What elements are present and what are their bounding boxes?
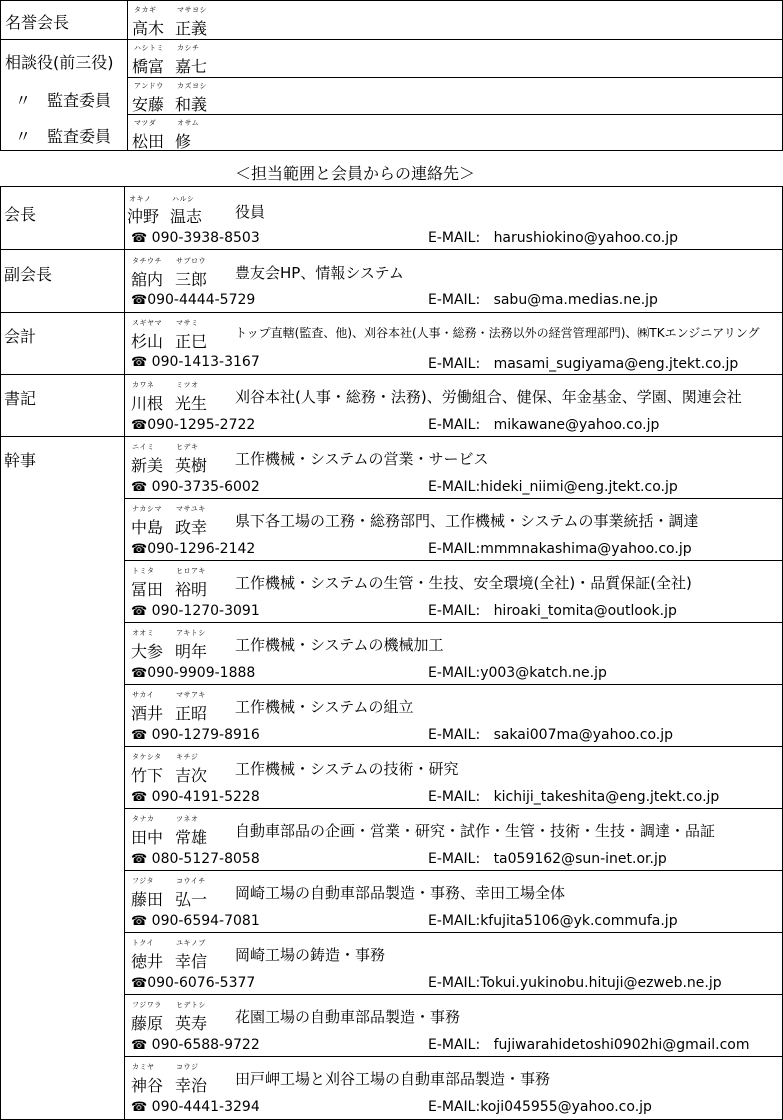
phone-line xyxy=(131,417,255,433)
name-ruby-family: アンドウ xyxy=(134,82,164,90)
phone-line xyxy=(131,292,255,308)
name-ruby-family: サカイ xyxy=(132,691,155,699)
name-given: 温志 xyxy=(170,207,203,226)
phone-icon: ☎ xyxy=(131,1100,148,1115)
name-family: 松田 xyxy=(132,132,165,151)
responsibility-text: 工作機械・システムの機械加工 xyxy=(235,636,444,654)
phone-icon: ☎ xyxy=(131,604,148,619)
phone-icon: ☎ xyxy=(131,976,148,991)
email-address[interactable]: masami_sugiyama@eng.jtekt.co.jp xyxy=(493,356,739,372)
name-given: 三郎 xyxy=(175,270,208,289)
name-given: 英寿 xyxy=(175,1014,208,1033)
name-family: 高木 xyxy=(132,19,165,38)
entry-line xyxy=(124,684,783,685)
role-label: 副会長 xyxy=(4,265,53,284)
email-label: E-MAIL: xyxy=(428,230,481,246)
name-ruby-given: コウジ xyxy=(176,1063,199,1071)
name-ruby-given: マサアキ xyxy=(176,691,206,699)
role-label: 〃 監査委員 xyxy=(15,91,112,110)
name-ruby-family: トミタ xyxy=(132,567,155,575)
responsibility-text: 岡崎工場の自動車部品製造・事務、幸田工場全体 xyxy=(235,884,566,902)
email-line xyxy=(428,789,719,805)
name-family: 藤田 xyxy=(131,890,164,909)
phone-icon: ☎ xyxy=(131,666,148,681)
phone-line xyxy=(131,1037,260,1053)
email-address[interactable]: mikawane@yahoo.co.jp xyxy=(493,417,660,433)
name-given: 幸信 xyxy=(175,952,208,971)
name-ruby-family: タカギ xyxy=(134,6,157,14)
honorary-table xyxy=(0,0,783,151)
phone-icon: ☎ xyxy=(131,542,148,557)
name-ruby-family: マツダ xyxy=(134,119,157,127)
phone-number: 090-6076-5377 xyxy=(147,975,256,991)
entry-line xyxy=(124,498,783,499)
name-given: 和義 xyxy=(175,95,208,114)
email-label: E-MAIL: xyxy=(428,851,481,867)
name-ruby-family: タチウチ xyxy=(132,257,162,265)
name-ruby-family: ニイミ xyxy=(132,443,155,451)
email-label: E-MAIL: xyxy=(428,541,481,557)
section-line xyxy=(0,436,783,437)
email-line xyxy=(428,479,678,495)
responsibility-text: 県下各工場の工務・総務部門、工作機械・システムの事業統括・調達 xyxy=(235,512,699,530)
phone-line xyxy=(131,479,260,495)
name-ruby-given: マサユキ xyxy=(176,505,206,513)
name-ruby-family: トクイ xyxy=(132,939,155,947)
phone-line xyxy=(131,727,260,743)
email-label: E-MAIL: xyxy=(428,913,481,929)
role-label: 相談役(前三役) xyxy=(5,53,114,72)
entry-line xyxy=(124,870,783,871)
name-given: 光生 xyxy=(175,394,208,413)
email-address[interactable]: harushiokino@yahoo.co.jp xyxy=(493,230,679,246)
email-address[interactable]: kichiji_takeshita@eng.jtekt.co.jp xyxy=(493,789,720,805)
email-label: E-MAIL: xyxy=(428,789,481,805)
responsibility-text: 工作機械・システムの営業・サービス xyxy=(235,450,489,468)
name-ruby-family: カワネ xyxy=(132,381,155,389)
name-ruby-family: オキノ xyxy=(129,195,152,203)
name-ruby-given: ミツオ xyxy=(176,381,199,389)
email-label: E-MAIL: xyxy=(428,356,481,372)
email-line xyxy=(428,851,667,867)
email-label: E-MAIL: xyxy=(428,1037,481,1053)
responsibility-text: 工作機械・システムの生管・生技、安全環境(全社)・品質保証(全社) xyxy=(235,574,692,592)
name-given: 英樹 xyxy=(175,456,208,475)
name-family: 田中 xyxy=(131,828,164,847)
name-ruby-family: オオミ xyxy=(132,629,155,637)
name-ruby-family: フジタ xyxy=(132,877,154,885)
entry-line xyxy=(124,808,783,809)
name-given: 裕明 xyxy=(175,580,208,599)
name-ruby-family: スギヤマ xyxy=(132,319,162,327)
name-family: 神谷 xyxy=(131,1076,164,1095)
role-label: 名誉会長 xyxy=(5,13,70,32)
email-label: E-MAIL: xyxy=(428,727,481,743)
phone-line xyxy=(131,603,260,619)
name-family: 川根 xyxy=(131,394,164,413)
email-label: E-MAIL: xyxy=(428,292,481,308)
responsibility-text: 刈谷本社(人事・総務・法務)、労働組合、健保、年金基金、学園、関連会社 xyxy=(235,388,742,406)
email-line xyxy=(428,727,673,743)
name-family: 橋富 xyxy=(132,57,165,76)
name-given: 幸治 xyxy=(175,1076,208,1095)
name-ruby-family: ハシトミ xyxy=(134,44,164,52)
entry-line xyxy=(124,932,783,933)
name-ruby-given: ヒロアキ xyxy=(176,567,206,575)
phone-line xyxy=(131,851,260,867)
entry-line xyxy=(124,746,783,747)
email-label: E-MAIL: xyxy=(428,479,481,495)
name-family: 酒井 xyxy=(131,704,164,723)
row-line xyxy=(127,114,783,115)
email-address[interactable]: mmmnakashima@yahoo.co.jp xyxy=(480,541,692,557)
name-family: 竹下 xyxy=(131,766,164,785)
name-ruby-family: フジワラ xyxy=(132,1001,162,1009)
email-address[interactable]: fujiwarahidetoshi0902hi@gmail.com xyxy=(493,1037,750,1053)
phone-icon: ☎ xyxy=(131,418,148,433)
phone-line xyxy=(131,230,260,246)
entry-line xyxy=(124,622,783,623)
phone-line xyxy=(131,975,255,991)
responsibility-text: 工作機械・システムの技術・研究 xyxy=(235,760,459,778)
name-ruby-given: アキトシ xyxy=(176,629,206,637)
name-ruby-given: サブロウ xyxy=(176,257,206,265)
responsibility-text: 岡崎工場の鋳造・事務 xyxy=(235,946,386,964)
email-line xyxy=(428,665,607,681)
email-line xyxy=(428,1099,652,1115)
responsibility-text: 自動車部品の企画・営業・研究・試作・生管・技術・生技・調達・品証 xyxy=(235,822,716,840)
name-family: 杉山 xyxy=(131,332,164,351)
row-line xyxy=(0,39,783,40)
phone-icon: ☎ xyxy=(131,728,148,743)
name-ruby-given: ユキノブ xyxy=(176,939,206,947)
responsibility-text: 田戸岬工場と刈谷工場の自動車部品製造・事務 xyxy=(235,1070,551,1088)
phone-number: 090-3938-8503 xyxy=(151,230,260,246)
phone-number: 090-1296-2142 xyxy=(147,541,256,557)
email-address[interactable]: koji045955@yahoo.co.jp xyxy=(480,1099,652,1115)
role-label: 〃 監査委員 xyxy=(15,127,112,146)
entry-line xyxy=(124,1056,783,1057)
phone-number: 090-3735-6002 xyxy=(151,479,260,495)
email-line xyxy=(428,541,692,557)
honorary-divider xyxy=(127,0,128,151)
name-ruby-given: ヒデキ xyxy=(176,443,199,451)
name-ruby-given: ツネオ xyxy=(176,815,199,823)
name-given: 嘉七 xyxy=(175,57,208,76)
phone-line xyxy=(131,665,255,681)
name-ruby-given: ハルシ xyxy=(172,195,195,203)
email-address[interactable]: ta059162@sun-inet.or.jp xyxy=(493,851,667,867)
phone-number: 090-1270-3091 xyxy=(151,603,260,619)
name-family: 徳井 xyxy=(131,952,164,971)
phone-line xyxy=(131,541,255,557)
responsibility-text: 工作機械・システムの組立 xyxy=(235,698,414,716)
phone-icon: ☎ xyxy=(131,790,148,805)
name-family: 新美 xyxy=(131,456,164,475)
name-family: 中島 xyxy=(131,518,164,537)
role-label: 会計 xyxy=(4,327,37,346)
phone-icon: ☎ xyxy=(131,293,148,308)
phone-icon: ☎ xyxy=(131,355,148,370)
email-line xyxy=(428,356,738,372)
name-given: 吉次 xyxy=(175,766,208,785)
section-line xyxy=(0,374,783,375)
phone-icon: ☎ xyxy=(131,914,148,929)
phone-number: 090-6588-9722 xyxy=(151,1037,260,1053)
name-ruby-given: カシチ xyxy=(177,44,200,52)
name-ruby-given: マサミ xyxy=(176,319,199,327)
phone-number: 090-9909-1888 xyxy=(147,665,256,681)
name-ruby-family: タナカ xyxy=(132,815,155,823)
name-family: 冨田 xyxy=(131,580,164,599)
section-line xyxy=(0,249,783,250)
phone-number: 090-6594-7081 xyxy=(151,913,260,929)
name-given: 弘一 xyxy=(175,890,208,909)
email-line xyxy=(428,417,659,433)
name-given: 政幸 xyxy=(175,518,208,537)
role-label: 会長 xyxy=(4,205,37,224)
name-ruby-family: カミヤ xyxy=(132,1063,155,1071)
phone-number: 090-4441-3294 xyxy=(151,1099,260,1115)
name-given: 明年 xyxy=(175,642,208,661)
email-line xyxy=(428,603,677,619)
name-given: 正義 xyxy=(175,19,208,38)
name-family: 沖野 xyxy=(127,207,160,226)
name-ruby-family: タケシタ xyxy=(132,753,162,761)
email-address[interactable]: hiroaki_tomita@outlook.jp xyxy=(493,603,677,619)
responsibility-text: トップ直轄(監査、他)、刈谷本社(人事・総務・法務以外の経営管理部門)、㈱TKエンジニアリング xyxy=(235,326,760,340)
email-label: E-MAIL: xyxy=(428,1099,481,1115)
name-given: 常雄 xyxy=(175,828,208,847)
name-ruby-given: カズヨシ xyxy=(177,82,207,90)
phone-number: 090-1413-3167 xyxy=(151,354,260,370)
phone-icon: ☎ xyxy=(131,480,148,495)
contact-divider xyxy=(124,186,125,1120)
section-caption: ＜担当範囲と会員からの連絡先＞ xyxy=(235,164,476,183)
name-ruby-given: キチジ xyxy=(176,753,199,761)
name-family: 藤原 xyxy=(131,1014,164,1033)
phone-line xyxy=(131,1099,260,1115)
name-family: 大参 xyxy=(131,642,164,661)
email-label: E-MAIL: xyxy=(428,603,481,619)
email-address[interactable]: hideki_niimi@eng.jtekt.co.jp xyxy=(480,479,678,495)
email-line xyxy=(428,1037,750,1053)
email-line xyxy=(428,975,722,991)
section-line xyxy=(0,312,783,313)
phone-number: 090-1295-2722 xyxy=(147,417,256,433)
email-address[interactable]: sakai007ma@yahoo.co.jp xyxy=(493,727,674,743)
name-ruby-given: マサヨシ xyxy=(177,6,207,14)
email-address[interactable]: sabu@ma.medias.ne.jp xyxy=(493,292,658,308)
name-ruby-given: オサム xyxy=(177,119,200,127)
email-line xyxy=(428,292,658,308)
email-address[interactable]: kfujita5106@yk.commufa.jp xyxy=(480,913,678,929)
role-label: 書記 xyxy=(4,389,37,408)
phone-line xyxy=(131,913,260,929)
entry-line xyxy=(124,560,783,561)
phone-line xyxy=(131,354,260,370)
name-ruby-given: コウイチ xyxy=(176,877,206,885)
name-family: 安藤 xyxy=(132,95,165,114)
phone-number: 090-1279-8916 xyxy=(151,727,260,743)
responsibility-text: 豊友会HP、情報システム xyxy=(235,264,404,282)
phone-number: 090-4191-5228 xyxy=(151,789,260,805)
name-ruby-given: ヒデトシ xyxy=(176,1001,206,1009)
email-address[interactable]: Tokui.yukinobu.hituji@ezweb.ne.jp xyxy=(480,975,722,991)
phone-line xyxy=(131,789,260,805)
phone-icon: ☎ xyxy=(131,231,148,246)
name-ruby-family: ナカシマ xyxy=(132,505,162,513)
name-family: 舘内 xyxy=(131,270,164,289)
phone-icon: ☎ xyxy=(131,852,148,867)
role-label: 幹事 xyxy=(4,451,37,470)
row-line xyxy=(127,77,783,78)
email-line xyxy=(428,913,678,929)
phone-number: 090-4444-5729 xyxy=(147,292,256,308)
responsibility-text: 花園工場の自動車部品製造・事務 xyxy=(235,1008,461,1026)
email-label: E-MAIL: xyxy=(428,417,481,433)
phone-icon: ☎ xyxy=(131,1038,148,1053)
responsibility-text: 役員 xyxy=(235,203,266,221)
phone-number: 080-5127-8058 xyxy=(151,851,260,867)
email-line xyxy=(428,230,678,246)
email-address[interactable]: y003@katch.ne.jp xyxy=(480,665,607,681)
name-given: 修 xyxy=(175,132,192,151)
name-given: 正巳 xyxy=(175,332,208,351)
email-label: E-MAIL: xyxy=(428,975,481,991)
name-given: 正昭 xyxy=(175,704,208,723)
entry-line xyxy=(124,994,783,995)
email-label: E-MAIL: xyxy=(428,665,481,681)
